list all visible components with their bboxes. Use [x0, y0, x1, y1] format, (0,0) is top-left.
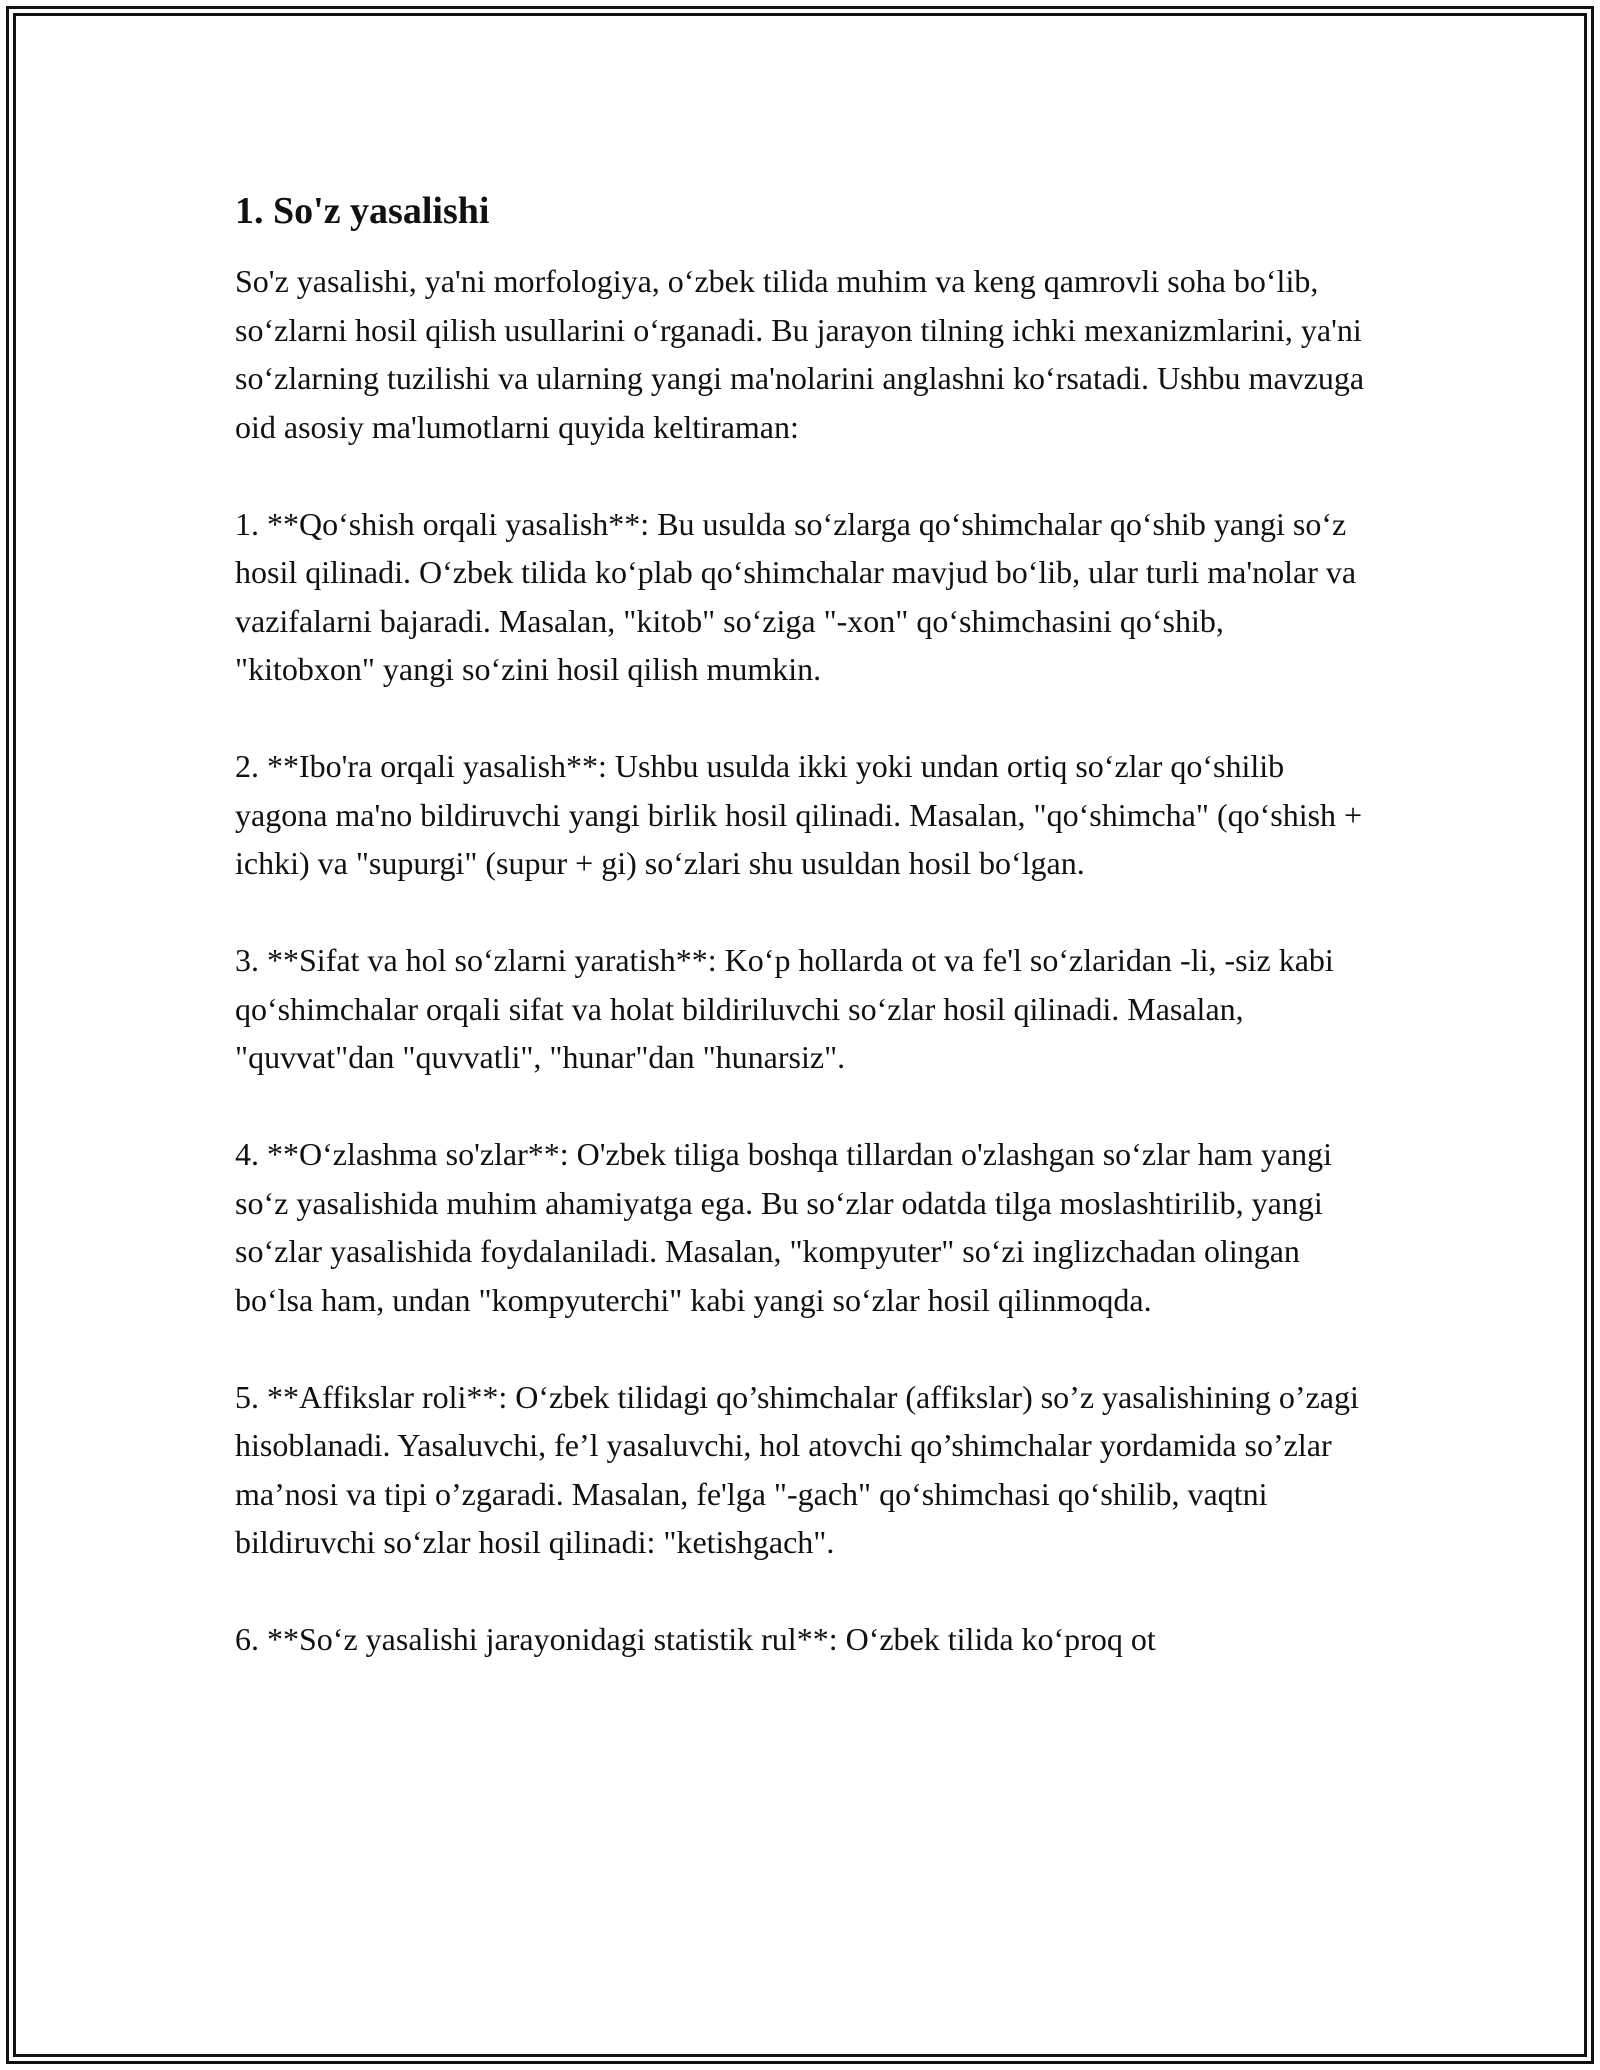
document-body [235, 185, 1365, 1712]
list-item-2: 2. **Ibo'ra orqali yasalish**: Ushbu usulda ikki yoki undan ortiq so‘zlar qo‘shilib yagona ma'no bildiruvchi yangi birlik hosil qilinadi. Masalan, "qo‘shimcha" (qo‘shish + ichki) va "supurgi" (supur + gi) so‘zlari shu usuldan hosil bo‘lgan. [235, 748, 1363, 881]
list-item-1: 1. **Qo‘shish orqali yasalish**: Bu usulda so‘zlarga qo‘shimchalar qo‘shib yangi so‘z hosil qilinadi. O‘zbek tilida ko‘plab qo‘shimchalar mavjud bo‘lib, ular turli ma'nolar va vazifalarni bajaradi. Masalan, "kitob" so‘ziga "-xon" qo‘shimchasini qo‘shib, "kitobxon" yangi so‘zini hosil qilish mumkin. [235, 505, 1357, 687]
list-item-3: 3. **Sifat va hol so‘zlarni yaratish**: Ko‘p hollarda ot va fe'l so‘zlaridan -li, -siz kabi qo‘shimchalar orqali sifat va holat bildiriluvchi so‘zlar hosil qilinadi. Masalan, "quvvat"dan "quvvatli", "hunar"dan "hunarsiz". [235, 942, 1334, 1075]
list-item-4: 4. **O‘zlashma so'zlar**: O'zbek tiliga boshqa tillardan o'zlashgan so‘zlar ham yangi so‘z yasalishida muhim ahamiyatga ega. Bu so‘zlar odatda tilga moslashtirilib, yangi so‘zlar yasalishida foydalaniladi. Masalan, "kompyuter" so‘zi inglizchadan olingan bo‘lsa ham, undan "kompyuterchi" kabi yangi so‘zlar hosil qilinmoqda. [235, 1136, 1332, 1318]
section-heading: 1. So'z yasalishi [235, 190, 490, 232]
intro-paragraph: So'z yasalishi, ya'ni morfologiya, o‘zbek tilida muhim va keng qamrovli soha bo‘lib, so‘zlarni hosil qilish usullarini o‘rganadi. Bu jarayon tilning ichki mexanizmlarini, ya'ni so‘zlarning tuzilishi va ularning yangi ma'nolarini anglashni ko‘rsatadi. Ushbu mavzuga oid asosiy ma'lumotlarni quyida keltiraman: [235, 263, 1365, 445]
list-item-5: 5. **Affikslar roli**: O‘zbek tilidagi qo’shimchalar (affikslar) so’z yasalishining o’zagi hisoblanadi. Yasaluvchi, fe’l yasaluvchi, hol atovchi qo’shimchalar yordamida so’zlar ma’nosi va tipi o’zgaradi. Masalan, fe'lga "-gach" qo‘shimchasi qo‘shilib, vaqtni bildiruvchi so‘zlar hosil qilinadi: "ketishgach". [235, 1378, 1359, 1560]
list-item-6: 6. **So‘z yasalishi jarayonidagi statistik rul**: O‘zbek tilida ko‘proq ot [235, 1621, 1156, 1657]
